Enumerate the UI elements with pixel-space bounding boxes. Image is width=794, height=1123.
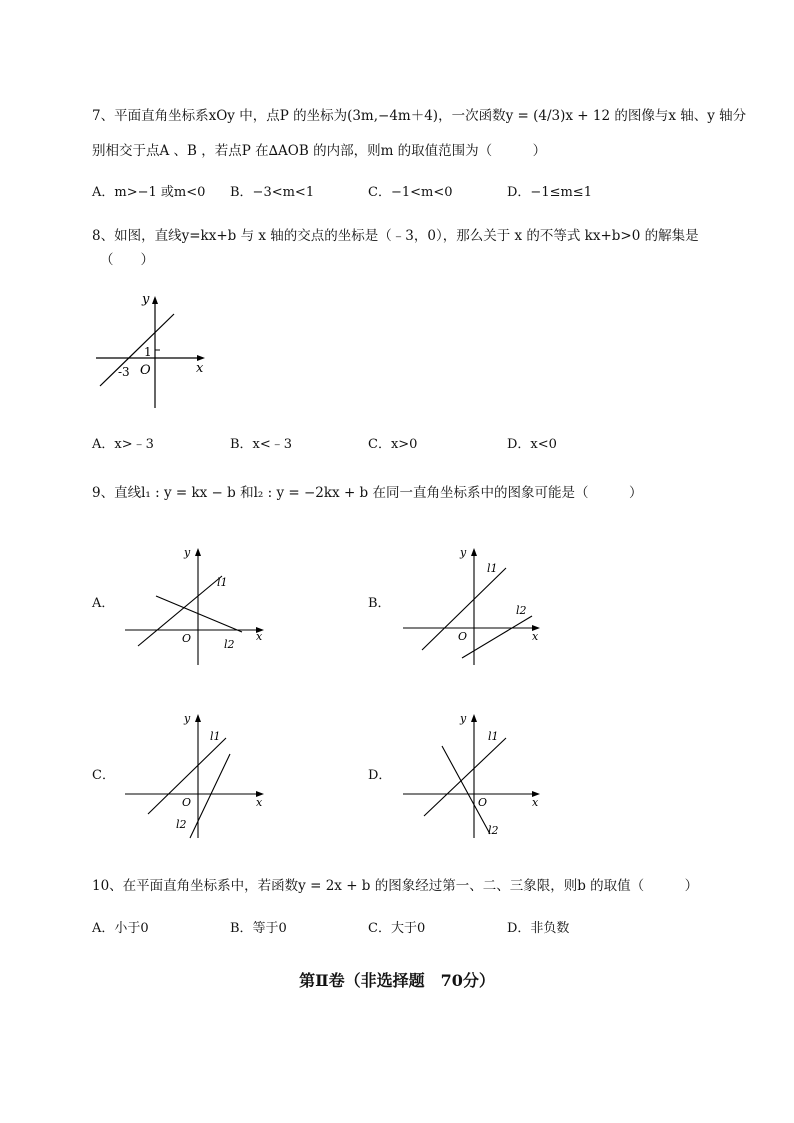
q8-axis-x-label: x [196, 361, 204, 376]
q9-a-origin: O [182, 632, 192, 645]
q9-b-origin: O [458, 630, 468, 643]
q9-a-x-label: x [256, 630, 263, 643]
q10-option-b: B．等于0 [230, 921, 287, 936]
q10-option-d: D．非负数 [507, 921, 570, 936]
q8-tick-y-label: 1 [144, 345, 152, 359]
section-title: 第Ⅱ卷（非选择题 70分） [299, 971, 495, 990]
q8-option-d: D．x<0 [507, 437, 557, 452]
q9-option-d-letter: D． [368, 768, 392, 783]
q10-line1: 10、在平面直角坐标系中，若函数y = 2x + b 的图象经过第一、二、三象限，则b 的取值（ ） [92, 878, 699, 894]
q9-figure-a [120, 540, 280, 670]
q7-line2: 别相交于点A 、B ，若点P 在∆AOB 的内部，则m 的取值范围为（ ） [92, 143, 547, 159]
q9-d-x-label: x [532, 796, 539, 809]
q9-c-l1-label: l1 [210, 730, 221, 743]
q7-line1: 7、平面直角坐标系xOy 中，点P 的坐标为(3m,−4m＋4)，一次函数y = (4/3)x + 12 的图像与x 轴、y 轴分 [92, 108, 747, 124]
q9-c-origin: O [182, 796, 192, 809]
q9-d-l2-label: l2 [488, 824, 499, 837]
q9-b-y-label: y [460, 546, 467, 559]
q8-option-b: B．x<﹣3 [230, 437, 293, 452]
q9-option-b-letter: B． [368, 596, 391, 611]
q8-option-a: A．x>﹣3 [92, 437, 154, 452]
q9-b-l2-label: l2 [516, 604, 527, 617]
q9-b-x-label: x [532, 630, 539, 643]
q9-c-y-label: y [184, 712, 191, 725]
q8-axis-y-label: y [142, 292, 150, 307]
q7-option-c: C．−1<m<0 [368, 185, 453, 200]
q7-option-d: D．−1≤m≤1 [507, 185, 592, 200]
q9-d-y-label: y [460, 712, 467, 725]
q8-tick-x-label: -3 [118, 365, 130, 379]
q9-option-c-letter: C． [92, 768, 115, 783]
q7-option-b: B．−3<m<1 [230, 185, 315, 200]
q7-option-a: A．m>−1 或m<0 [92, 185, 206, 200]
q9-b-l1-label: l1 [487, 562, 498, 575]
q9-figure-b [398, 540, 558, 670]
q10-option-c: C．大于0 [368, 921, 426, 936]
q9-figure-d [398, 708, 558, 843]
q9-line1: 9、直线l₁ : y = kx − b 和l₂ : y = −2kx + b 在同一直角坐标系中的图象可能是（ ） [92, 485, 643, 501]
q9-c-x-label: x [256, 796, 263, 809]
q8-line2: （ ） [100, 252, 154, 268]
q8-line1: 8、如图，直线y=kx+b 与 x 轴的交点的坐标是（﹣3，0），那么关于 x 的不等式 kx+b>0 的解集是 [92, 228, 699, 244]
q9-d-l1-label: l1 [488, 730, 499, 743]
q9-a-l1-label: l1 [217, 576, 228, 589]
q8-option-c: C．x>0 [368, 437, 418, 452]
q9-a-y-label: y [184, 546, 191, 559]
q9-a-l2-label: l2 [224, 638, 235, 651]
q9-figure-c [120, 708, 280, 843]
q9-d-origin: O [478, 796, 488, 809]
q9-option-a-letter: A． [92, 596, 115, 611]
q8-figure [90, 290, 220, 415]
q8-origin-label: O [140, 363, 151, 378]
q9-c-l2-label: l2 [176, 818, 187, 831]
q10-option-a: A．小于0 [92, 921, 149, 936]
